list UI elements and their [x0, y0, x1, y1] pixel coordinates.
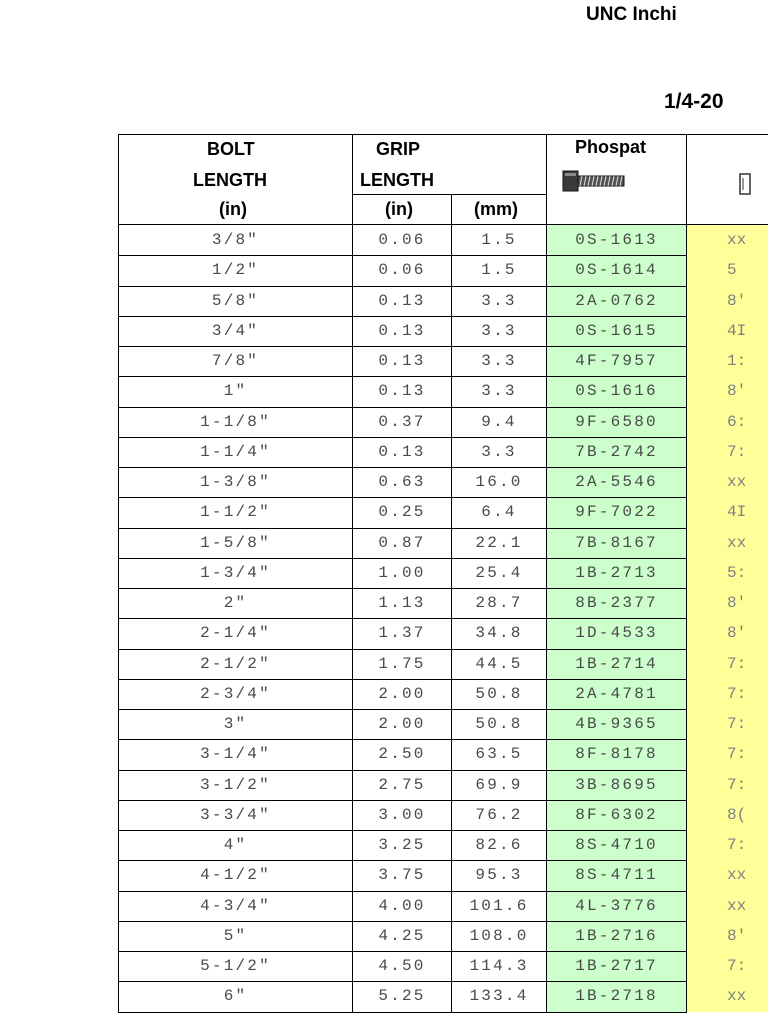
part-number-cell: 8B-2377 [575, 594, 658, 612]
grip-mm-cell: 6.4 [481, 503, 517, 521]
bolt-length-cell: 3" [223, 715, 248, 733]
part-number-cell: 2A-4781 [575, 685, 658, 703]
next-part-cell: 1: [727, 352, 747, 370]
next-part-cell: 7: [727, 776, 747, 794]
grip-in-cell: 0.13 [378, 292, 426, 310]
grip-in-cell: 4.50 [378, 957, 426, 975]
part-number-cell: 8S-4710 [575, 836, 658, 854]
part-number-cell: 1B-2718 [575, 987, 658, 1005]
grip-in-cell: 0.63 [378, 473, 426, 491]
grip-in-cell: 1.37 [378, 624, 426, 642]
grip-mm-cell: 3.3 [481, 352, 517, 370]
grip-unit-mm: (mm) [474, 199, 518, 219]
grip-mm-cell: 28.7 [475, 594, 523, 612]
part-number-cell: 9F-7022 [575, 503, 658, 521]
bolt-length-cell: 1-3/8" [200, 473, 271, 491]
grip-in-cell: 0.25 [378, 503, 426, 521]
grip-in-cell: 2.00 [378, 715, 426, 733]
grip-mm-cell: 82.6 [475, 836, 523, 854]
bolt-length-cell: 3/8" [211, 231, 260, 249]
grip-mm-cell: 9.4 [481, 413, 517, 431]
phospat-header: Phospat [575, 137, 647, 157]
bolt-length-cell: 1-1/2" [200, 503, 271, 521]
grip-mm-cell: 22.1 [475, 534, 523, 552]
grip-mm-cell: 34.8 [475, 624, 523, 642]
part-number-cell: 1B-2717 [575, 957, 658, 975]
part-number-cell: 1B-2713 [575, 564, 658, 582]
bolt-length-cell: 2-3/4" [200, 685, 271, 703]
bolt-length-cell: 1-1/8" [200, 413, 271, 431]
grip-in-cell: 0.13 [378, 352, 426, 370]
next-part-cell: 6: [727, 413, 747, 431]
grip-in-cell: 0.13 [378, 443, 426, 461]
bolt-length-header-line1: BOLT [207, 139, 255, 159]
bolt-length-cell: 1-1/4" [200, 443, 271, 461]
grip-in-cell: 0.06 [378, 231, 426, 249]
bolt-length-cell: 4" [223, 836, 248, 854]
grip-in-cell: 5.25 [378, 987, 426, 1005]
grip-mm-cell: 3.3 [481, 292, 517, 310]
header-divider-next [686, 134, 687, 224]
grip-mm-cell: 1.5 [481, 261, 517, 279]
grip-mm-cell: 1.5 [481, 231, 517, 249]
part-number-cell: 9F-6580 [575, 413, 658, 431]
grip-in-cell: 4.00 [378, 897, 426, 915]
grip-mm-cell: 3.3 [481, 322, 517, 340]
grip-in-cell: 3.75 [378, 866, 426, 884]
bolt-length-cell: 3/4" [211, 322, 260, 340]
grip-in-cell: 0.37 [378, 413, 426, 431]
bolt-length-cell: 5-1/2" [200, 957, 271, 975]
part-number-cell: 1D-4533 [575, 624, 658, 642]
grip-in-cell: 2.50 [378, 745, 426, 763]
grip-mm-cell: 16.0 [475, 473, 523, 491]
bolt-length-cell: 2" [223, 594, 248, 612]
body-column-divider [686, 225, 687, 1013]
next-part-cell: 7: [727, 655, 747, 673]
header-divider-left [118, 134, 119, 224]
next-part-cell: xx [727, 897, 747, 915]
bolt-length-cell: 3-3/4" [200, 806, 271, 824]
next-part-cell: 8' [727, 382, 747, 400]
grip-mm-cell: 95.3 [475, 866, 523, 884]
header-divider-grip [352, 134, 353, 224]
part-number-cell: 0S-1616 [575, 382, 658, 400]
part-number-cell: 8F-8178 [575, 745, 658, 763]
next-part-cell: 5: [727, 564, 747, 582]
part-number-cell: 2A-5546 [575, 473, 658, 491]
bolt-length-cell: 1/2" [211, 261, 260, 279]
grip-mm-cell: 101.6 [469, 897, 529, 915]
grip-mm-cell: 63.5 [475, 745, 523, 763]
socket-head-bolt-icon [562, 168, 626, 194]
grip-in-cell: 0.87 [378, 534, 426, 552]
bolt-length-cell: 4-3/4" [200, 897, 271, 915]
bolt-length-cell: 2-1/2" [200, 655, 271, 673]
next-part-cell: 8' [727, 624, 747, 642]
part-number-cell: 4B-9365 [575, 715, 658, 733]
part-number-cell: 7B-8167 [575, 534, 658, 552]
next-part-cell: 7: [727, 443, 747, 461]
next-part-cell: 7: [727, 715, 747, 733]
grip-length-header-line1: GRIP [376, 139, 421, 159]
grip-in-cell: 2.00 [378, 685, 426, 703]
grip-in-cell: 0.13 [378, 322, 426, 340]
grip-mm-cell: 108.0 [469, 927, 529, 945]
next-part-cell: 4I [727, 322, 747, 340]
part-number-cell: 4L-3776 [575, 897, 658, 915]
grip-in-cell: 1.75 [378, 655, 426, 673]
bolt-length-cell: 5" [223, 927, 248, 945]
grip-in-cell: 3.00 [378, 806, 426, 824]
next-part-cell: 8' [727, 927, 747, 945]
grip-in-cell: 1.00 [378, 564, 426, 582]
next-part-cell: 8( [727, 806, 747, 824]
next-part-cell: 7: [727, 957, 747, 975]
grip-mm-cell: 3.3 [481, 443, 517, 461]
bolt-length-unit: (in) [219, 199, 247, 219]
grip-unit-in: (in) [385, 199, 413, 219]
part-number-cell: 1B-2714 [575, 655, 658, 673]
grip-mm-cell: 133.4 [469, 987, 529, 1005]
grip-mm-cell: 50.8 [475, 715, 523, 733]
part-number-cell: 4F-7957 [575, 352, 658, 370]
grip-length-header-line2: LENGTH [360, 170, 434, 190]
bolt-length-cell: 7/8" [211, 352, 260, 370]
part-number-cell: 1B-2716 [575, 927, 658, 945]
next-part-cell: 8' [727, 292, 747, 310]
bolt-length-cell: 4-1/2" [200, 866, 271, 884]
bolt-length-cell: 1-3/4" [200, 564, 271, 582]
bolt-length-cell: 5/8" [211, 292, 260, 310]
part-number-cell: 8F-6302 [575, 806, 658, 824]
bolt-length-cell: 1-5/8" [200, 534, 271, 552]
bolt-length-cell: 3-1/2" [200, 776, 271, 794]
next-part-cell: 5 [727, 261, 737, 279]
header-divider-phospat [546, 134, 547, 224]
part-number-cell: 7B-2742 [575, 443, 658, 461]
bolt-icon [738, 172, 750, 196]
header-divider-mm [451, 194, 452, 224]
document-title: UNC Inchi [586, 4, 677, 25]
grip-mm-cell: 114.3 [469, 957, 529, 975]
part-number-cell: 8S-4711 [575, 866, 658, 884]
bolt-length-cell: 1" [223, 382, 248, 400]
part-number-cell: 0S-1613 [575, 231, 658, 249]
grip-in-cell: 0.13 [378, 382, 426, 400]
next-part-cell: 7: [727, 685, 747, 703]
part-number-cell: 0S-1615 [575, 322, 658, 340]
thread-size-heading: 1/4-20 [664, 90, 724, 113]
next-part-cell: xx [727, 231, 747, 249]
grip-in-cell: 2.75 [378, 776, 426, 794]
grip-mm-cell: 44.5 [475, 655, 523, 673]
next-part-cell: xx [727, 987, 747, 1005]
grip-mm-cell: 3.3 [481, 382, 517, 400]
grip-in-cell: 4.25 [378, 927, 426, 945]
grip-subheader-border [352, 194, 546, 195]
bolt-length-header-line2: LENGTH [193, 170, 267, 190]
part-number-cell: 3B-8695 [575, 776, 658, 794]
next-part-cell: 4I [727, 503, 747, 521]
next-part-cell: xx [727, 473, 747, 491]
grip-mm-cell: 69.9 [475, 776, 523, 794]
next-part-cell: xx [727, 866, 747, 884]
part-number-cell: 0S-1614 [575, 261, 658, 279]
grip-in-cell: 3.25 [378, 836, 426, 854]
next-part-cell: 8' [727, 594, 747, 612]
next-part-cell: xx [727, 534, 747, 552]
grip-mm-cell: 50.8 [475, 685, 523, 703]
table-top-border [118, 134, 768, 135]
next-part-cell: 7: [727, 745, 747, 763]
row-border [118, 1012, 686, 1013]
next-part-cell: 7: [727, 836, 747, 854]
bolt-length-cell: 6" [223, 987, 248, 1005]
grip-mm-cell: 76.2 [475, 806, 523, 824]
grip-in-cell: 0.06 [378, 261, 426, 279]
grip-mm-cell: 25.4 [475, 564, 523, 582]
grip-in-cell: 1.13 [378, 594, 426, 612]
bolt-length-cell: 3-1/4" [200, 745, 271, 763]
part-number-cell: 2A-0762 [575, 292, 658, 310]
bolt-length-cell: 2-1/4" [200, 624, 271, 642]
